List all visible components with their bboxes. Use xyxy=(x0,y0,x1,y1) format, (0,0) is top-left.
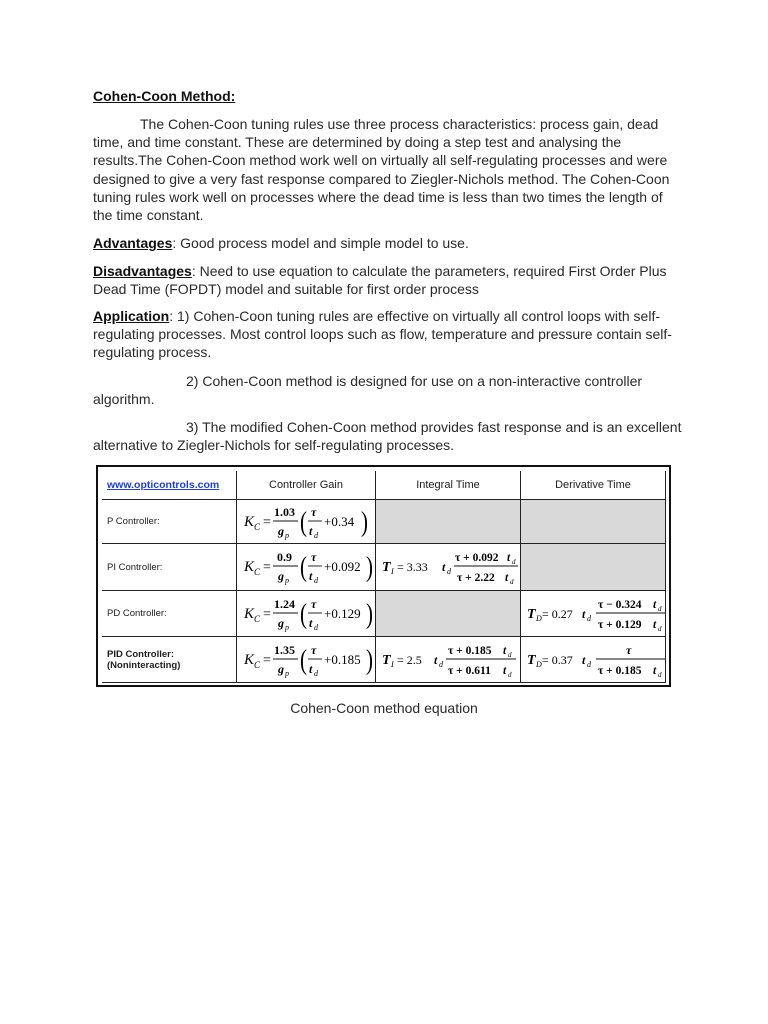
gain-coef-p: 1.03 xyxy=(274,504,295,519)
gain-add-pd: +0.129 xyxy=(324,605,361,621)
svg-text:τ: τ xyxy=(311,504,317,519)
header-controller-gain: Controller Gain xyxy=(237,471,376,500)
derivative-mult-pid: = 0.37 xyxy=(542,652,573,667)
derivative-empty-p xyxy=(521,500,666,544)
header-integral-time: Integral Time xyxy=(376,471,521,500)
svg-text:): ) xyxy=(366,644,374,676)
svg-text:d: d xyxy=(587,613,591,623)
svg-text:C: C xyxy=(254,613,261,624)
disadvantages-paragraph xyxy=(93,262,683,298)
derivative-mult-pd: = 0.27 xyxy=(542,606,573,621)
svg-text:t: t xyxy=(507,552,511,564)
svg-text:(: ( xyxy=(300,506,308,538)
gain-formula-pi xyxy=(237,544,376,591)
svg-text:p: p xyxy=(285,668,289,678)
derivative-num-pid: τ xyxy=(626,642,632,657)
svg-text:d: d xyxy=(658,670,662,679)
svg-text:K: K xyxy=(244,513,255,530)
svg-text:C: C xyxy=(254,567,261,577)
disadvantages-text: : Need to use equation to calculate the parameters, required First Order Plus Dead Time (FOPDT) model and suitable for first order process xyxy=(93,263,667,298)
row-label-pid-line1: PID Controller: xyxy=(107,648,175,660)
gain-add-pi: +0.092 xyxy=(324,559,361,574)
svg-text:d: d xyxy=(587,659,591,669)
derivative-den-pd: τ + 0.129 xyxy=(598,618,642,631)
header-derivative-time: Derivative Time xyxy=(521,471,666,500)
table-caption: Cohen-Coon method equation xyxy=(290,700,478,716)
svg-text:=: = xyxy=(263,560,271,575)
integral-formula-svg-pid xyxy=(381,639,519,681)
gain-formula-svg-pid xyxy=(242,639,374,681)
svg-text:d: d xyxy=(447,567,451,576)
derivative-formula-pid xyxy=(521,637,666,683)
integral-mult-pid: = 2.5 xyxy=(397,652,422,667)
derivative-formula-svg-pd xyxy=(526,593,665,635)
svg-text:g: g xyxy=(278,569,284,583)
svg-text:τ: τ xyxy=(311,596,317,611)
svg-text:T: T xyxy=(527,606,536,622)
application-text-1: : 1) Cohen-Coon tuning rules are effective on virtually all control loops with self-regulating processes. Most control loops such as flow, temperature and pressure contain self-regulating process. xyxy=(93,308,672,361)
svg-text:p: p xyxy=(285,622,289,632)
gain-coef-pid: 1.35 xyxy=(274,642,295,657)
svg-text:p: p xyxy=(285,530,289,540)
svg-text:d: d xyxy=(314,622,318,632)
gain-formula-p xyxy=(237,500,376,544)
svg-text:T: T xyxy=(527,652,536,668)
svg-text:t: t xyxy=(442,560,446,574)
svg-text:t: t xyxy=(653,618,657,631)
tuning-table xyxy=(96,465,671,687)
opticontrols-link[interactable]: www.opticontrols.com xyxy=(102,471,237,500)
row-label-pid xyxy=(102,637,237,683)
svg-text:t: t xyxy=(309,661,313,676)
svg-text:): ) xyxy=(366,552,374,583)
svg-text:I: I xyxy=(391,659,394,669)
svg-text:K: K xyxy=(244,651,255,668)
section-heading: Cohen-Coon Method: xyxy=(93,88,236,104)
application-paragraph-3: 3) The modified Cohen-Coon method provides fast response and is an excellent alternative to Ziegler-Nichols for self-regulating processes. xyxy=(93,419,682,454)
svg-text:t: t xyxy=(434,652,438,667)
svg-text:d: d xyxy=(510,578,514,586)
integral-formula-pi xyxy=(376,544,521,591)
gain-formula-svg-pd xyxy=(242,593,374,635)
integral-num-pid: τ + 0.185 xyxy=(448,644,492,657)
svg-text:t: t xyxy=(582,652,586,667)
derivative-den-pid: τ + 0.185 xyxy=(598,664,642,677)
svg-text:=: = xyxy=(263,514,271,530)
application-paragraph-2: 2) Cohen-Coon method is designed for use on a non-interactive controller algorithm. xyxy=(93,373,643,408)
svg-text:C: C xyxy=(254,521,261,532)
svg-text:d: d xyxy=(314,530,318,540)
svg-text:τ: τ xyxy=(311,550,317,564)
svg-text:T: T xyxy=(382,652,391,668)
svg-text:): ) xyxy=(361,506,369,538)
svg-text:d: d xyxy=(508,650,512,659)
application-paragraph xyxy=(93,307,683,362)
advantages-label: Advantages xyxy=(93,235,173,251)
svg-text:d: d xyxy=(314,668,318,678)
svg-text:t: t xyxy=(309,523,313,538)
svg-text:(: ( xyxy=(300,644,308,676)
row-label-pid-line2: (Noninteracting) xyxy=(107,659,181,671)
gain-coef-pi: 0.9 xyxy=(277,550,292,564)
svg-text:t: t xyxy=(653,664,657,677)
disadvantages-label: Disadvantages xyxy=(93,263,192,279)
svg-text:d: d xyxy=(512,558,516,566)
svg-text:t: t xyxy=(582,606,586,621)
integral-den-pi: τ + 2.22 xyxy=(457,572,495,584)
svg-text:K: K xyxy=(244,605,255,622)
svg-text:(: ( xyxy=(300,552,308,583)
gain-add-p: +0.34 xyxy=(324,513,355,529)
integral-den-pid: τ + 0.611 xyxy=(448,664,491,677)
svg-text:(: ( xyxy=(300,598,308,630)
gain-coef-pd: 1.24 xyxy=(274,596,295,611)
svg-text:d: d xyxy=(658,624,662,633)
application-label: Application xyxy=(93,308,170,324)
gain-formula-pid xyxy=(237,637,376,683)
svg-text:d: d xyxy=(508,670,512,679)
svg-text:=: = xyxy=(263,606,271,622)
svg-text:C: C xyxy=(254,659,261,670)
svg-text:K: K xyxy=(244,559,255,575)
advantages-text: : Good process model and simple model to use. xyxy=(172,235,469,251)
svg-text:t: t xyxy=(503,644,507,657)
derivative-formula-pd xyxy=(521,591,666,637)
svg-text:d: d xyxy=(439,659,443,669)
svg-text:g: g xyxy=(278,523,284,538)
svg-text:τ: τ xyxy=(311,642,317,657)
svg-text:t: t xyxy=(505,572,509,584)
svg-text:d: d xyxy=(314,576,318,585)
svg-text:d: d xyxy=(658,604,662,613)
svg-text:D: D xyxy=(536,659,542,669)
advantages-paragraph xyxy=(93,234,683,252)
svg-text:T: T xyxy=(382,560,391,575)
intro-paragraph: The Cohen-Coon tuning rules use three process characteristics: process gain, dead time, and time constant. These are determined by doing a step test and analysing the results.The Cohen-Coon method work well on virtually all self-regulating processes and were designed to give a very fast response compared to Ziegler-Nichols method. The Cohen-Coon tuning rules work well on processes where the dead time is less than two times the length of the time constant. xyxy=(93,116,670,224)
integral-num-pi: τ + 0.092 xyxy=(455,552,499,564)
svg-text:=: = xyxy=(263,652,271,668)
svg-text:t: t xyxy=(653,598,657,611)
svg-text:t: t xyxy=(503,664,507,677)
integral-formula-svg-pi xyxy=(381,546,519,588)
integral-formula-pid xyxy=(376,637,521,683)
row-label-pd: PD Controller: xyxy=(102,591,237,637)
gain-add-pid: +0.185 xyxy=(324,651,361,667)
derivative-formula-svg-pid xyxy=(526,639,665,681)
gain-formula-pd xyxy=(237,591,376,637)
row-label-p: P Controller: xyxy=(102,500,237,544)
integral-mult-pi: = 3.33 xyxy=(397,560,428,574)
gain-formula-svg-p xyxy=(242,502,374,542)
integral-empty-pd xyxy=(376,591,521,637)
svg-text:): ) xyxy=(366,598,374,630)
derivative-num-pd: τ − 0.324 xyxy=(598,598,642,611)
svg-text:p: p xyxy=(285,576,289,585)
svg-text:g: g xyxy=(278,615,284,630)
gain-formula-svg-pi xyxy=(242,546,374,588)
derivative-empty-pi xyxy=(521,544,666,591)
svg-text:t: t xyxy=(309,569,313,583)
integral-empty-p xyxy=(376,500,521,544)
svg-text:g: g xyxy=(278,661,284,676)
svg-text:D: D xyxy=(536,613,542,623)
svg-text:I: I xyxy=(391,567,394,576)
svg-text:t: t xyxy=(309,615,313,630)
row-label-pi: PI Controller: xyxy=(102,544,237,591)
